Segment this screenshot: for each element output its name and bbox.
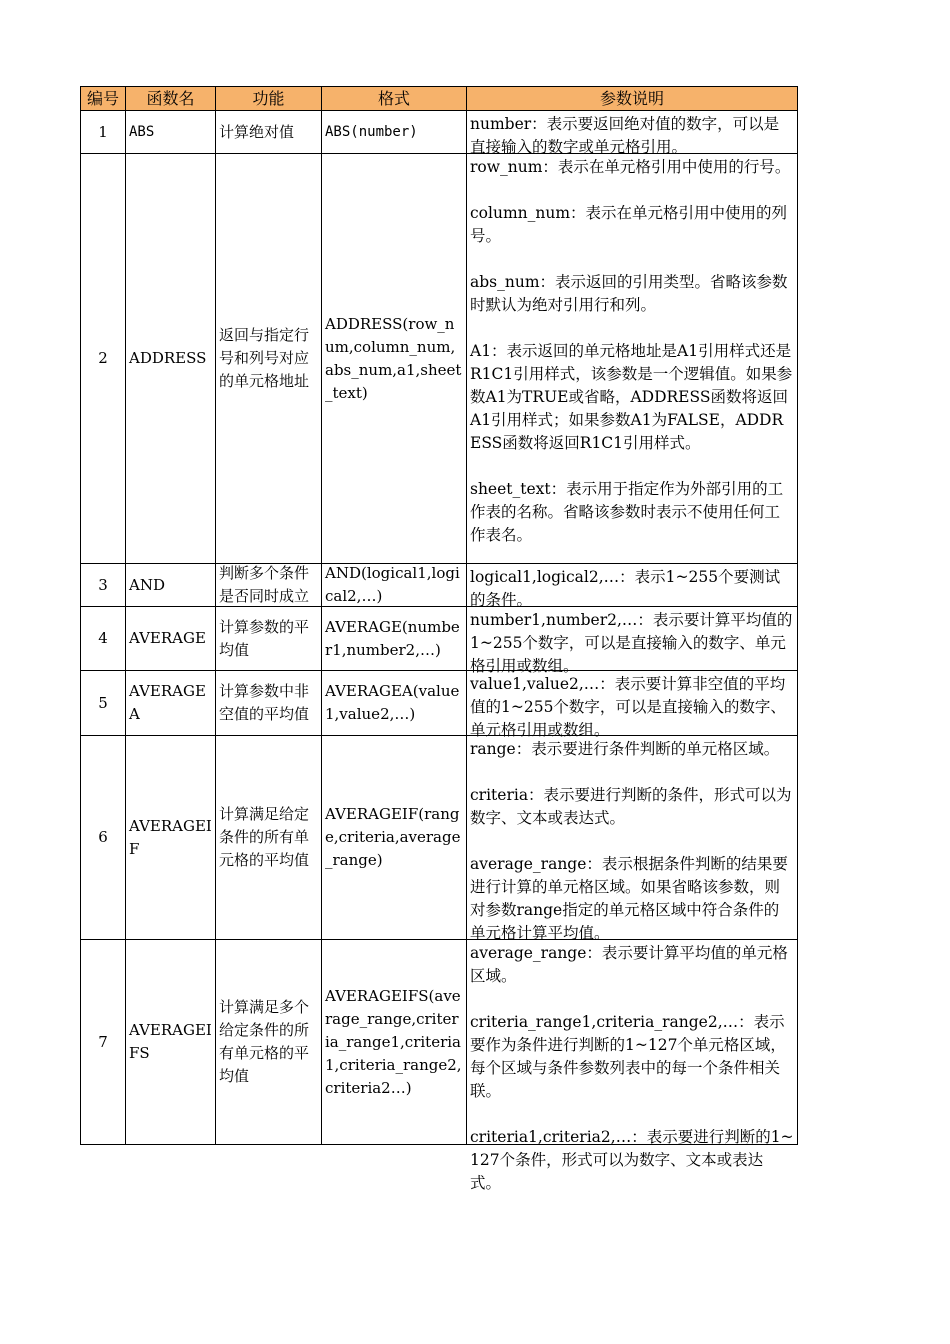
- row-parameters: number：表示要返回绝对值的数字，可以是直接输入的数字或单元格引用。: [467, 111, 798, 154]
- row-number: 2: [81, 154, 126, 564]
- row-format: AVERAGE(number1,number2,…): [322, 607, 467, 671]
- row-format: AND(logical1,logical2,…): [322, 564, 467, 607]
- row-parameters: row_num：表示在单元格引用中使用的行号。 column_num：表示在单元格引用中使用的列号。 abs_num：表示返回的引用类型。省略该参数时默认为绝对引用行和列。 A1：表示返回的单元格地址是A1引用样式还是R1C1引用样式，该参数是一个逻辑值。如果参数A1为TRUE或省略，ADDRESS函数将返回A1引用样式；如果参数A1为FALSE，ADDRESS函数将返回R1C1引用样式。 sheet_text：表示用于指定作为外部引用的工作表的名称。省略该参数时表示不使用任何工作表名。: [467, 154, 798, 564]
- row-format: ADDRESS(row_num,column_num,abs_num,a1,sheet_text): [322, 154, 467, 564]
- row-number: 3: [81, 564, 126, 607]
- header-parameters: 参数说明: [467, 87, 798, 111]
- row-function: 计算参数中非空值的平均值: [216, 671, 322, 736]
- row-format: AVERAGEIF(range,criteria,average_range): [322, 736, 467, 940]
- row-function-name: AVERAGE: [126, 607, 216, 671]
- table-grid: [80, 86, 798, 1192]
- header-number: 编号: [81, 87, 126, 111]
- row-parameters: range：表示要进行条件判断的单元格区域。 criteria：表示要进行判断的条件，形式可以为数字、文本或表达式。 average_range：表示根据条件判断的结果要进行计算的单元格区域。如果省略该参数，则对参数range指定的单元格区域中符合条件的单元格计算平均值。: [467, 736, 798, 940]
- row-function-name: AND: [126, 564, 216, 607]
- function-table: [80, 86, 798, 1192]
- row-number: 5: [81, 671, 126, 736]
- row-format: AVERAGEIFS(average_range,criteria_range1,criteria1,criteria_range2,criteria2…): [322, 940, 467, 1145]
- row-format: ABS(number): [322, 111, 467, 154]
- row-parameters: logical1,logical2,…：表示1~255个要测试的条件。: [467, 564, 798, 607]
- row-function: 计算满足多个给定条件的所有单元格的平均值: [216, 940, 322, 1145]
- header-format: 格式: [322, 87, 467, 111]
- row-number: 6: [81, 736, 126, 940]
- row-format: AVERAGEA(value1,value2,…): [322, 671, 467, 736]
- row-function-name: ABS: [126, 111, 216, 154]
- row-parameters: value1,value2,…：表示要计算非空值的平均值的1~255个数字，可以是直接输入的数字、单元格引用或数组。: [467, 671, 798, 736]
- row-number: 1: [81, 111, 126, 154]
- row-function-name: ADDRESS: [126, 154, 216, 564]
- row-function: 计算绝对值: [216, 111, 322, 154]
- row-function-name: AVERAGEA: [126, 671, 216, 736]
- row-number: 7: [81, 940, 126, 1145]
- row-function-name: AVERAGEIF: [126, 736, 216, 940]
- row-function: 计算满足给定条件的所有单元格的平均值: [216, 736, 322, 940]
- row-number: 4: [81, 607, 126, 671]
- row-parameters: number1,number2,…：表示要计算平均值的1~255个数字，可以是直接输入的数字、单元格引用或数组。: [467, 607, 798, 671]
- row-parameters: average_range：表示要计算平均值的单元格区域。 criteria_range1,criteria_range2,…：表示要作为条件进行判断的1~127个单元格区域，每个区域与条件参数列表中的每一个条件相关联。 criteria1,criteria2,…：表示要进行判断的1~127个条件，形式可以为数字、文本或表达式。: [467, 940, 798, 1145]
- row-function: 判断多个条件是否同时成立: [216, 564, 322, 607]
- row-function-name: AVERAGEIFS: [126, 940, 216, 1145]
- header-function: 功能: [216, 87, 322, 111]
- row-function: 返回与指定行号和列号对应的单元格地址: [216, 154, 322, 564]
- row-function: 计算参数的平均值: [216, 607, 322, 671]
- header-function-name: 函数名: [126, 87, 216, 111]
